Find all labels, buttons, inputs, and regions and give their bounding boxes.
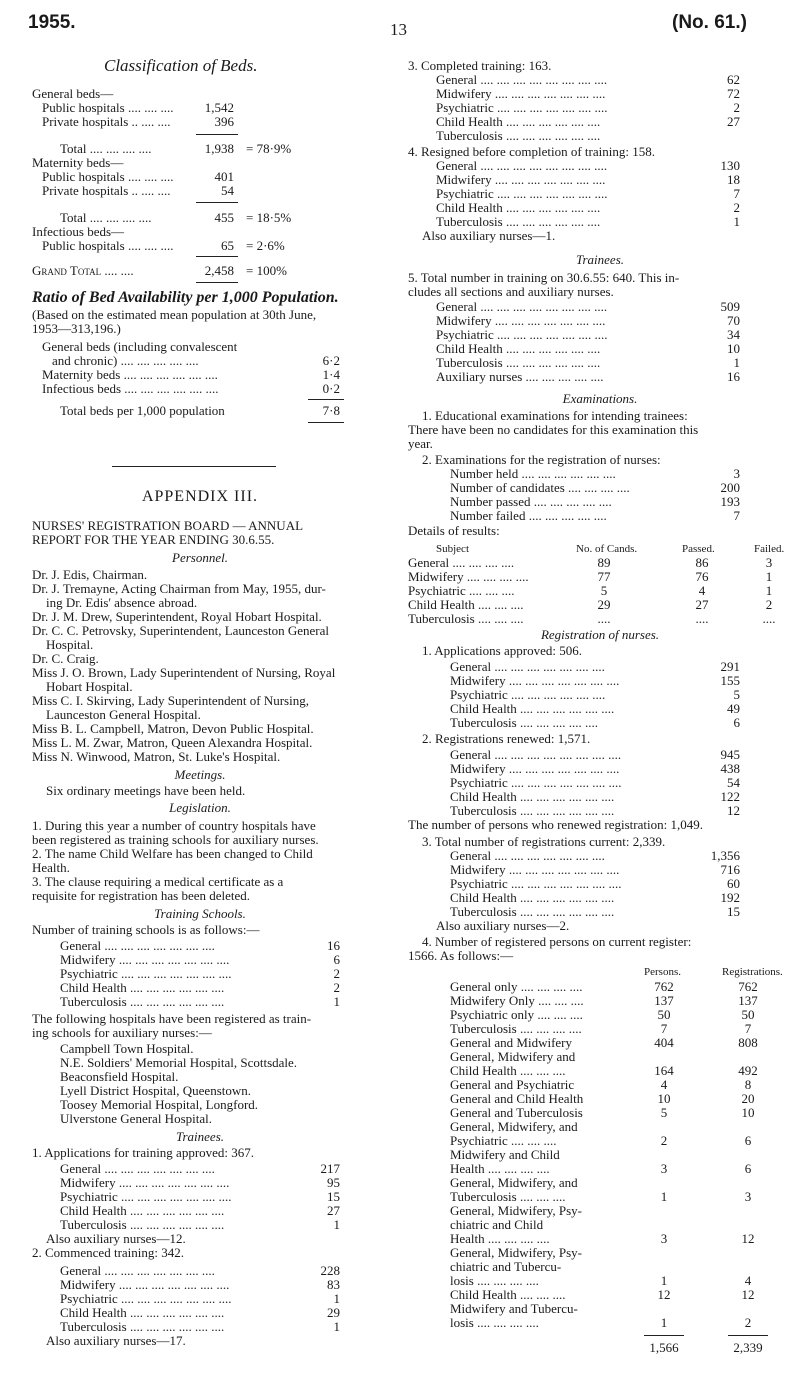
- persons-row-registrations: 3: [744, 1189, 752, 1204]
- rule: [196, 256, 238, 257]
- results-row-subject: Midwifery .... .... .... ....: [408, 569, 529, 584]
- public-hospitals-value: 1,542: [204, 100, 234, 115]
- tc-row-label: Midwifery .... .... .... .... .... .... ....: [450, 862, 620, 877]
- com-row-label: Tuberculosis .... .... .... .... .... ....: [60, 1319, 225, 1334]
- legislation-line: Health.: [32, 860, 70, 875]
- comp-row-label: Psychiatric .... .... .... .... .... .... ....: [436, 100, 608, 115]
- public-hospitals-label: Public hospitals .... .... ....: [42, 100, 174, 115]
- i-public-value: 65: [221, 238, 234, 253]
- persons-row-label: General and Midwifery: [450, 1035, 573, 1050]
- hospital-name: N.E. Soldiers' Memorial Hospital, Scottsdale.: [60, 1055, 298, 1070]
- rr-row-label: Tuberculosis .... .... .... .... .... ....: [450, 803, 615, 818]
- persons-row-persons: 7: [660, 1021, 668, 1036]
- persons-row-persons: 4: [660, 1077, 668, 1092]
- results-row-cands: 29: [597, 597, 611, 612]
- persons-row-persons: 762: [654, 979, 674, 994]
- results-head-failed: Failed.: [754, 543, 785, 555]
- registered-persons-2: 1566. As follows:—: [408, 948, 514, 963]
- persons-row-registrations: 808: [738, 1035, 758, 1050]
- t5-row-value: 1: [733, 355, 740, 370]
- persons-row-label: General only .... .... .... ....: [450, 979, 583, 994]
- ratio-general-value: 6·2: [322, 353, 340, 368]
- e2-row-value: 200: [720, 480, 740, 495]
- ratio-infectious-value: 0·2: [322, 381, 340, 396]
- app-row-value: 1: [333, 1217, 340, 1232]
- res-row-value: 7: [733, 186, 740, 201]
- persons-row-registrations: 8: [744, 1077, 752, 1092]
- header-ref: (No. 61.): [672, 12, 747, 33]
- persons-row-registrations: 137: [738, 993, 758, 1008]
- persons-row-label: chiatric and Tubercu-: [450, 1259, 562, 1274]
- com-row-value: 1: [333, 1319, 340, 1334]
- e2-row-value: 193: [720, 494, 740, 509]
- persons-row-label: Midwifery and Tubercu-: [450, 1301, 578, 1316]
- m-total-label: Total .... .... .... ....: [60, 210, 152, 225]
- app-row-value: 217: [320, 1161, 340, 1176]
- persons-row-label: Psychiatric .... .... ....: [450, 1133, 557, 1148]
- legislation-line: been registered as training schools for auxiliary nurses.: [32, 832, 319, 847]
- persons-row-persons: 12: [657, 1287, 671, 1302]
- private-hospitals-label: Private hospitals .. .... ....: [42, 114, 171, 129]
- school-row-value: 6: [333, 952, 340, 967]
- comp-row-value: 2: [733, 100, 740, 115]
- persons-row-label: Psychiatric only .... .... ....: [450, 1007, 583, 1022]
- ratio-general-2: and chronic) .... .... .... .... ....: [52, 353, 199, 368]
- com-row-label: Midwifery .... .... .... .... .... .... ....: [60, 1277, 230, 1292]
- persons-row-label: losis .... .... .... ....: [450, 1315, 539, 1330]
- app-row-value: 15: [327, 1189, 340, 1204]
- rule: [196, 134, 238, 135]
- comp-row-label: General .... .... .... .... .... .... .... ....: [436, 72, 608, 87]
- res-row-value: 2: [733, 200, 740, 215]
- results-head-subject: Subject: [436, 543, 469, 555]
- persons-row-persons: 10: [657, 1091, 671, 1106]
- infectious-beds-label: Infectious beds—: [32, 224, 125, 239]
- comp-row-label: Tuberculosis .... .... .... .... .... ....: [436, 128, 601, 143]
- ra-row-label: Child Health .... .... .... .... .... ....: [450, 701, 615, 716]
- persons-row-label: Child Health .... .... ....: [450, 1287, 566, 1302]
- m-total-percent: = 18·5%: [246, 210, 292, 225]
- hospital-name: Ulverstone General Hospital.: [60, 1111, 212, 1126]
- persons-row-persons: 3: [660, 1161, 668, 1176]
- section-divider: [112, 466, 276, 467]
- legislation-line: 3. The clause requiring a medical certificate as a: [32, 874, 284, 889]
- app-row-label: Psychiatric .... .... .... .... .... .... ....: [60, 1189, 232, 1204]
- res-row-label: Child Health .... .... .... .... .... ....: [436, 200, 601, 215]
- ra-row-label: General .... .... .... .... .... .... ....: [450, 659, 605, 674]
- persons-row-persons: 164: [654, 1063, 674, 1078]
- personnel-line: Hospital.: [46, 637, 94, 652]
- results-row-failed: ....: [762, 611, 776, 626]
- school-row-label: Midwifery .... .... .... .... .... .... ....: [60, 952, 230, 967]
- persons-row-registrations: 20: [741, 1091, 755, 1106]
- rule: [308, 422, 344, 423]
- t5-row-label: Midwifery .... .... .... .... .... .... ....: [436, 313, 606, 328]
- grand-total-percent: = 100%: [246, 263, 287, 278]
- m-private-label: Private hospitals .. .... ....: [42, 183, 171, 198]
- app-row-label: Midwifery .... .... .... .... .... .... ....: [60, 1175, 230, 1190]
- results-row-failed: 2: [765, 597, 773, 612]
- results-row-passed: 76: [695, 569, 709, 584]
- persons-row-persons: 404: [654, 1035, 674, 1050]
- results-row-passed: 86: [695, 555, 709, 570]
- tc-row-label: Psychiatric .... .... .... .... .... .... ....: [450, 876, 622, 891]
- grand-total-value: 2,458: [204, 263, 234, 278]
- results-row-subject: General .... .... .... ....: [408, 555, 515, 570]
- res-row-value: 130: [720, 158, 740, 173]
- ratio-maternity-value: 1·4: [322, 367, 340, 382]
- persons-row-registrations: 4: [744, 1273, 752, 1288]
- header-year: 1955.: [28, 12, 76, 33]
- results-row-failed: 1: [765, 583, 773, 598]
- persons-row-registrations: 6: [744, 1161, 752, 1176]
- ra-row-value: 49: [727, 701, 740, 716]
- persons-row-persons: 1: [660, 1189, 668, 1204]
- persons-row-persons: 5: [660, 1105, 668, 1120]
- personnel-line: Dr. J. M. Drew, Superintendent, Royal Hobart Hospital.: [32, 609, 322, 624]
- school-row-value: 2: [333, 980, 340, 995]
- persons-total: 1,566: [649, 1340, 679, 1355]
- rule: [196, 202, 238, 203]
- rule: [308, 399, 344, 400]
- registration-heading: Registration of nurses.: [540, 627, 660, 642]
- t5-row-label: Psychiatric .... .... .... .... .... .... ....: [436, 327, 608, 342]
- legislation-line: 1. During this year a number of country hospitals have: [32, 818, 316, 833]
- com-row-value: 83: [327, 1277, 340, 1292]
- rr-row-value: 438: [720, 761, 740, 776]
- ra-row-value: 155: [720, 673, 740, 688]
- registered-intro-1: The following hospitals have been registered as train-: [32, 1011, 312, 1026]
- ratio-title: Ratio of Bed Availability per 1,000 Population.: [32, 289, 339, 306]
- rr-row-value: 54: [727, 775, 740, 790]
- personnel-line: Dr. J. Edis, Chairman.: [32, 567, 148, 582]
- personnel-line: Miss J. O. Brown, Lady Superintendent of Nursing, Royal: [32, 665, 336, 680]
- educational-exam-1: 1. Educational examinations for intending trainees:: [422, 408, 688, 423]
- ra-row-label: Tuberculosis .... .... .... .... ....: [450, 715, 598, 730]
- e2-row-value: 3: [733, 466, 740, 481]
- persons-row-persons: 1: [660, 1273, 668, 1288]
- persons-row-label: General and Tuberculosis: [450, 1105, 583, 1120]
- school-row-label: General .... .... .... .... .... .... ....: [60, 938, 215, 953]
- maternity-beds-label: Maternity beds—: [32, 155, 124, 170]
- results-row-passed: 4: [698, 583, 706, 598]
- commenced-training: 2. Commenced training: 342.: [32, 1245, 185, 1260]
- m-private-value: 54: [221, 183, 234, 198]
- results-row-passed: ....: [695, 611, 709, 626]
- tc-row-value: 15: [727, 904, 740, 919]
- personnel-line: ing Dr. Edis' absence abroad.: [46, 595, 198, 610]
- e2-row-label: Number held .... .... .... .... .... ....: [450, 466, 616, 481]
- persons-row-label: General and Child Health: [450, 1091, 584, 1106]
- results-row-failed: 1: [765, 569, 773, 584]
- ra-row-value: 291: [720, 659, 740, 674]
- e2-row-label: Number of candidates .... .... .... ....: [450, 480, 630, 495]
- rr-row-value: 122: [720, 789, 740, 804]
- school-row-label: Psychiatric .... .... .... .... .... .... ....: [60, 966, 232, 981]
- persons-row-label: Child Health .... .... ....: [450, 1063, 566, 1078]
- persons-row-registrations: 50: [741, 1007, 755, 1022]
- persons-row-registrations: 7: [744, 1021, 752, 1036]
- persons-head-persons: Persons.: [644, 966, 681, 978]
- e2-row-label: Number failed .... .... .... .... ....: [450, 508, 607, 523]
- ratio-general-1: General beds (including convalescent: [42, 339, 238, 354]
- persons-row-label: General and Psychiatric: [450, 1077, 575, 1092]
- tc-row-label: Child Health .... .... .... .... .... ....: [450, 890, 615, 905]
- results-row-failed: 3: [765, 555, 773, 570]
- m-public-label: Public hospitals .... .... ....: [42, 169, 174, 184]
- t5-row-label: Tuberculosis .... .... .... .... .... ....: [436, 355, 601, 370]
- persons-row-registrations: 10: [741, 1105, 755, 1120]
- legislation-line: 2. The name Child Welfare has been changed to Child: [32, 846, 313, 861]
- t5-row-value: 70: [727, 313, 740, 328]
- personnel-line: Hobart Hospital.: [46, 679, 133, 694]
- results-row-subject: Tuberculosis .... .... ....: [408, 611, 524, 626]
- details-of-results: Details of results:: [408, 523, 500, 538]
- persons-head-registrations: Registrations.: [722, 966, 783, 978]
- persons-row-label: General, Midwifery and: [450, 1049, 576, 1064]
- rule: [644, 1335, 684, 1336]
- persons-row-persons: 2: [660, 1133, 668, 1148]
- persons-row-label: Health .... .... .... ....: [450, 1161, 550, 1176]
- rr-row-label: Midwifery .... .... .... .... .... .... ....: [450, 761, 620, 776]
- personnel-line: Miss B. L. Campbell, Matron, Devon Public Hospital.: [32, 721, 314, 736]
- right-column: [400, 0, 800, 1387]
- ratio-maternity: Maternity beds .... .... .... .... .... ....: [42, 367, 218, 382]
- personnel-line: Dr. C. C. Petrovsky, Superintendent, Launceston General: [32, 623, 330, 638]
- i-public-label: Public hospitals .... .... ....: [42, 238, 174, 253]
- persons-row-registrations: 6: [744, 1133, 752, 1148]
- ratio-note-2: 1953—313,196.): [32, 321, 121, 336]
- comp-row-value: 62: [727, 72, 740, 87]
- persons-row-label: General, Midwifery, Psy-: [450, 1203, 583, 1218]
- comp-row-value: 27: [727, 114, 740, 129]
- persons-row-persons: 1: [660, 1315, 668, 1330]
- results-head-cands: No. of Cands.: [576, 543, 638, 555]
- res-row-label: Psychiatric .... .... .... .... .... .... ....: [436, 186, 608, 201]
- ra-row-value: 6: [733, 715, 740, 730]
- results-row-cands: 77: [597, 569, 611, 584]
- tc-row-value: 60: [727, 876, 740, 891]
- ra-row-label: Midwifery .... .... .... .... .... .... ....: [450, 673, 620, 688]
- hospital-name: Lyell District Hospital, Queenstown.: [60, 1083, 252, 1098]
- educational-exam-3: year.: [408, 436, 433, 451]
- persons-row-label: Health .... .... .... ....: [450, 1231, 550, 1246]
- meetings-heading: Meetings.: [174, 767, 226, 782]
- rr-row-label: Psychiatric .... .... .... .... .... .... ....: [450, 775, 622, 790]
- com-row-value: 228: [320, 1263, 340, 1278]
- personnel-line: Dr. C. Craig.: [32, 651, 99, 666]
- school-row-value: 16: [327, 938, 340, 953]
- total-in-training-2: cludes all sections and auxiliary nurses.: [408, 284, 614, 299]
- app-row-label: Tuberculosis .... .... .... .... .... ....: [60, 1217, 225, 1232]
- registrations-total: 2,339: [733, 1340, 763, 1355]
- school-row-value: 1: [333, 994, 340, 1009]
- hospital-name: Beaconsfield Hospital.: [60, 1069, 179, 1084]
- persons-row-registrations: 12: [741, 1287, 755, 1302]
- m-public-value: 401: [214, 169, 234, 184]
- registration-exams: 2. Examinations for the registration of nurses:: [422, 452, 661, 467]
- examinations-heading: Examinations.: [562, 391, 638, 406]
- com-auxiliary: Also auxiliary nurses—17.: [46, 1333, 186, 1348]
- rr-row-value: 12: [727, 803, 740, 818]
- ratio-note-1: (Based on the estimated mean population at 30th June,: [32, 307, 317, 322]
- persons-row-registrations: 12: [741, 1231, 755, 1246]
- rule: [728, 1335, 768, 1336]
- ratio-total-value: 7·8: [322, 403, 340, 418]
- t5-row-label: Auxiliary nurses .... .... .... .... ....: [436, 369, 604, 384]
- persons-row-label: Midwifery Only .... .... ....: [450, 993, 584, 1008]
- personnel-line: Miss L. M. Zwar, Matron, Queen Alexandra Hospital.: [32, 735, 313, 750]
- total-current: 3. Total number of registrations current: 2,339.: [422, 834, 666, 849]
- school-row-value: 2: [333, 966, 340, 981]
- results-row-cands: 5: [600, 583, 608, 598]
- persons-row-registrations: 492: [738, 1063, 758, 1078]
- persons-row-registrations: 762: [738, 979, 758, 994]
- training-schools-intro: Number of training schools is as follows:—: [32, 922, 260, 937]
- app-auxiliary: Also auxiliary nurses—12.: [46, 1231, 186, 1246]
- ratio-infectious: Infectious beds .... .... .... .... .... ....: [42, 381, 219, 396]
- personnel-heading: Personnel.: [172, 550, 228, 565]
- t5-row-value: 34: [727, 327, 740, 342]
- t5-row-value: 16: [727, 369, 740, 384]
- rr-row-label: General .... .... .... .... .... .... .... ....: [450, 747, 622, 762]
- renewed-persons: The number of persons who renewed registration: 1,049.: [408, 817, 703, 832]
- results-row-cands: 89: [597, 555, 611, 570]
- training-schools-heading: Training Schools.: [154, 906, 246, 921]
- legislation-line: requisite for registration has been deleted.: [32, 888, 251, 903]
- results-row-subject: Psychiatric .... .... ....: [408, 583, 515, 598]
- hospital-name: Toosey Memorial Hospital, Longford.: [60, 1097, 259, 1112]
- res-row-label: Tuberculosis .... .... .... .... .... ....: [436, 214, 601, 229]
- personnel-line: Dr. J. Tremayne, Acting Chairman from May, 1955, dur-: [32, 581, 326, 596]
- school-row-label: Tuberculosis .... .... .... .... .... ....: [60, 994, 225, 1009]
- grand-total-label: Grand Total .... ....: [32, 263, 134, 278]
- results-row-subject: Child Health .... .... ....: [408, 597, 524, 612]
- comp-row-label: Midwifery .... .... .... .... .... .... ....: [436, 86, 606, 101]
- appendix-title: APPENDIX III.: [141, 488, 259, 505]
- m-total-value: 455: [214, 210, 234, 225]
- total-label: Total .... .... .... ....: [60, 141, 152, 156]
- res-row-value: 18: [727, 172, 740, 187]
- res-row-label: Midwifery .... .... .... .... .... .... ....: [436, 172, 606, 187]
- tc-row-label: General .... .... .... .... .... .... ....: [450, 848, 605, 863]
- t5-row-value: 10: [727, 341, 740, 356]
- persons-row-persons: 3: [660, 1231, 668, 1246]
- ra-row-label: Psychiatric .... .... .... .... .... ....: [450, 687, 606, 702]
- results-head-passed: Passed.: [682, 543, 715, 555]
- personnel-line: Miss N. Winwood, Matron, St. Luke's Hospital.: [32, 749, 281, 764]
- registered-intro-2: ing schools for auxiliary nurses:—: [32, 1025, 212, 1040]
- app-row-label: General .... .... .... .... .... .... ....: [60, 1161, 215, 1176]
- total-in-training-1: 5. Total number in training on 30.6.55: 640. This in-: [408, 270, 680, 285]
- results-row-passed: 27: [695, 597, 709, 612]
- com-row-label: Psychiatric .... .... .... .... .... .... ....: [60, 1291, 232, 1306]
- persons-row-label: Tuberculosis .... .... ....: [450, 1189, 566, 1204]
- appendix-subtitle-1: NURSES' REGISTRATION BOARD — ANNUAL: [32, 518, 304, 533]
- meetings-text: Six ordinary meetings have been held.: [46, 783, 246, 798]
- persons-row-label: chiatric and Child: [450, 1217, 544, 1232]
- app-row-value: 27: [327, 1203, 340, 1218]
- com-row-value: 1: [333, 1291, 340, 1306]
- com-row-label: Child Health .... .... .... .... .... ....: [60, 1305, 225, 1320]
- completed-training: 3. Completed training: 163.: [408, 58, 552, 73]
- persons-row-label: General, Midwifery, and: [450, 1119, 578, 1134]
- com-row-label: General .... .... .... .... .... .... ....: [60, 1263, 215, 1278]
- persons-row-persons: 137: [654, 993, 674, 1008]
- com-row-value: 29: [327, 1305, 340, 1320]
- comp-row-label: Child Health .... .... .... .... .... ....: [436, 114, 601, 129]
- t5-row-label: Child Health .... .... .... .... .... ....: [436, 341, 601, 356]
- rule: [196, 282, 238, 283]
- i-public-percent: = 2·6%: [246, 238, 285, 253]
- rr-row-label: Child Health .... .... .... .... .... ....: [450, 789, 615, 804]
- tc-row-label: Tuberculosis .... .... .... .... .... ....: [450, 904, 615, 919]
- persons-row-label: General, Midwifery, and: [450, 1175, 578, 1190]
- t5-row-label: General .... .... .... .... .... .... .... ....: [436, 299, 608, 314]
- persons-row-label: Tuberculosis .... .... .... ....: [450, 1021, 582, 1036]
- comp-row-value: 72: [727, 86, 740, 101]
- persons-row-registrations: 2: [744, 1315, 752, 1330]
- hospital-name: Campbell Town Hospital.: [60, 1041, 194, 1056]
- tc-row-value: 1,356: [710, 848, 740, 863]
- persons-row-label: losis .... .... .... ....: [450, 1273, 539, 1288]
- persons-row-label: Midwifery and Child: [450, 1147, 560, 1162]
- ratio-total: Total beds per 1,000 population: [60, 403, 225, 418]
- t5-row-value: 509: [720, 299, 740, 314]
- res-auxiliary: Also auxiliary nurses—1.: [422, 228, 556, 243]
- classification-title: Classification of Beds.: [104, 56, 258, 75]
- private-hospitals-value: 396: [214, 114, 234, 129]
- results-row-cands: ....: [597, 611, 611, 626]
- personnel-line: Miss C. I. Skirving, Lady Superintendent of Nursing,: [32, 693, 309, 708]
- rr-row-value: 945: [720, 747, 740, 762]
- personnel-line: Launceston General Hospital.: [46, 707, 201, 722]
- e2-row-label: Number passed .... .... .... .... ....: [450, 494, 612, 509]
- persons-row-label: General, Midwifery, Psy-: [450, 1245, 583, 1260]
- tc-auxiliary: Also auxiliary nurses—2.: [436, 918, 570, 933]
- total-value: 1,938: [204, 141, 234, 156]
- app-row-value: 95: [327, 1175, 340, 1190]
- legislation-heading: Legislation.: [169, 800, 231, 815]
- trainees-heading-2: Trainees.: [575, 252, 625, 267]
- applications-approved-reg: 1. Applications approved: 506.: [422, 643, 582, 658]
- ra-row-value: 5: [733, 687, 740, 702]
- app-row-label: Child Health .... .... .... .... .... ....: [60, 1203, 225, 1218]
- resigned-training: 4. Resigned before completion of training: 158.: [408, 144, 655, 159]
- res-row-value: 1: [733, 214, 740, 229]
- trainees-heading: Trainees.: [175, 1129, 225, 1144]
- tc-row-value: 192: [720, 890, 740, 905]
- e2-row-value: 7: [733, 508, 740, 523]
- header-page-number: 13: [390, 20, 407, 39]
- general-beds-label: General beds—: [32, 86, 114, 101]
- tc-row-value: 716: [720, 862, 740, 877]
- registrations-renewed: 2. Registrations renewed: 1,571.: [422, 731, 591, 746]
- persons-row-persons: 50: [657, 1007, 671, 1022]
- total-percent: = 78·9%: [246, 141, 292, 156]
- school-row-label: Child Health .... .... .... .... .... ....: [60, 980, 225, 995]
- registered-persons-1: 4. Number of registered persons on current register:: [422, 934, 692, 949]
- applications-approved: 1. Applications for training approved: 367.: [32, 1145, 255, 1160]
- appendix-subtitle-2: REPORT FOR THE YEAR ENDING 30.6.55.: [32, 532, 275, 547]
- res-row-label: General .... .... .... .... .... .... .... ....: [436, 158, 608, 173]
- educational-exam-2: There have been no candidates for this examination this: [408, 422, 699, 437]
